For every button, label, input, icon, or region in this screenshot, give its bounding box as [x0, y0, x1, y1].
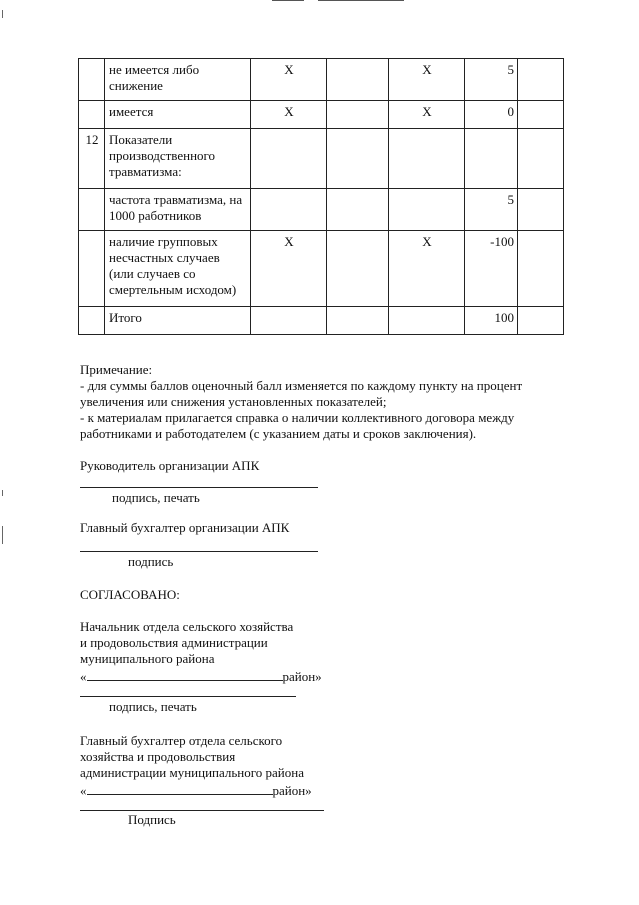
table-row: [79, 189, 564, 231]
score-cell: 100: [465, 307, 518, 335]
table-cell: [251, 129, 327, 189]
district-blank: [87, 782, 273, 795]
table-cell: [518, 231, 564, 307]
row-label: частота травматизма, на 1000 работников: [105, 189, 251, 231]
note-title: Примечание:: [80, 362, 153, 377]
signature-line: [80, 810, 324, 811]
row-number: [79, 307, 105, 335]
table-cell: [518, 307, 564, 335]
table-row: [79, 129, 564, 189]
table-cell: [518, 59, 564, 101]
table-cell: X: [251, 231, 327, 307]
table-row: [79, 59, 564, 101]
agreed-heading: СОГЛАСОВАНО:: [80, 587, 180, 602]
scan-artifact-mark: [2, 526, 3, 544]
signature-line: [80, 551, 318, 552]
row-label: наличие групповых несчастных случаев (или случаев со смертельным исходом): [105, 231, 251, 307]
district-field: [80, 782, 312, 799]
table-cell: [518, 101, 564, 129]
district-field: [80, 668, 322, 685]
scan-artifact-line: [318, 0, 404, 1]
table-cell: [327, 307, 389, 335]
scan-artifact-line: [272, 0, 304, 1]
table-cell: X: [389, 101, 465, 129]
open-quote: «: [80, 669, 87, 684]
table-cell: X: [251, 59, 327, 101]
table-cell: [251, 189, 327, 231]
table-cell: [327, 101, 389, 129]
chief-accountant-title: Главный бухгалтер организации АПК: [80, 520, 290, 535]
row-label: не имеется либо снижение: [105, 59, 251, 101]
table-cell: [327, 231, 389, 307]
signature-caption: подпись: [128, 554, 174, 569]
score-cell: -100: [465, 231, 518, 307]
dept-head-title-line: Начальник отдела сельского хозяйства: [80, 619, 294, 634]
table-row: [79, 101, 564, 129]
signature-caption: подпись, печать: [109, 699, 197, 714]
district-blank: [87, 668, 283, 681]
score-cell: 0: [465, 101, 518, 129]
note-block: [80, 362, 550, 442]
row-number: 12: [79, 129, 105, 189]
evaluation-table: [78, 58, 564, 335]
table-cell: [518, 129, 564, 189]
scan-artifact-mark: [2, 10, 3, 18]
table-cell: X: [251, 101, 327, 129]
score-cell: 5: [465, 59, 518, 101]
dept-accountant-title-line: Главный бухгалтер отдела сельского: [80, 733, 283, 748]
table-cell: [518, 189, 564, 231]
table-cell: [327, 129, 389, 189]
dept-head-title-line: и продовольствия администрации: [80, 635, 268, 650]
table-cell: X: [389, 231, 465, 307]
table-cell: [251, 307, 327, 335]
row-number: [79, 189, 105, 231]
dept-head-title-line: муниципального района: [80, 651, 215, 666]
row-label: имеется: [105, 101, 251, 129]
table-cell: [389, 189, 465, 231]
signature-caption: подпись, печать: [112, 490, 200, 505]
table-row: [79, 231, 564, 307]
district-label: район»: [272, 783, 312, 798]
table-cell: [389, 129, 465, 189]
signature-line: [80, 487, 318, 488]
row-number: [79, 231, 105, 307]
district-label: район»: [282, 669, 322, 684]
head-org-title: Руководитель организации АПК: [80, 458, 260, 473]
signature-caption: Подпись: [128, 812, 176, 827]
table-cell: X: [389, 59, 465, 101]
row-number: [79, 59, 105, 101]
row-label: Итого: [105, 307, 251, 335]
table-cell: [327, 59, 389, 101]
note-item: - для суммы баллов оценочный балл изменяется по каждому пункту на процент увеличения или снижения установленных показателей;: [80, 378, 523, 409]
signature-line: [80, 696, 296, 697]
dept-accountant-title-line: хозяйства и продовольствия: [80, 749, 236, 764]
row-label: Показатели производственного травматизма:: [105, 129, 251, 189]
table-cell: [327, 189, 389, 231]
scan-artifact-mark: [2, 490, 3, 496]
note-item: - к материалам прилагается справка о наличии коллективного договора между работниками и работодателем (с указанием даты и сроков заключения).: [80, 410, 515, 441]
table-cell: [389, 307, 465, 335]
score-cell: 5: [465, 189, 518, 231]
dept-accountant-title-line: администрации муниципального района: [80, 765, 304, 780]
open-quote: «: [80, 783, 87, 798]
row-number: [79, 101, 105, 129]
score-cell: [465, 129, 518, 189]
table-row: [79, 307, 564, 335]
